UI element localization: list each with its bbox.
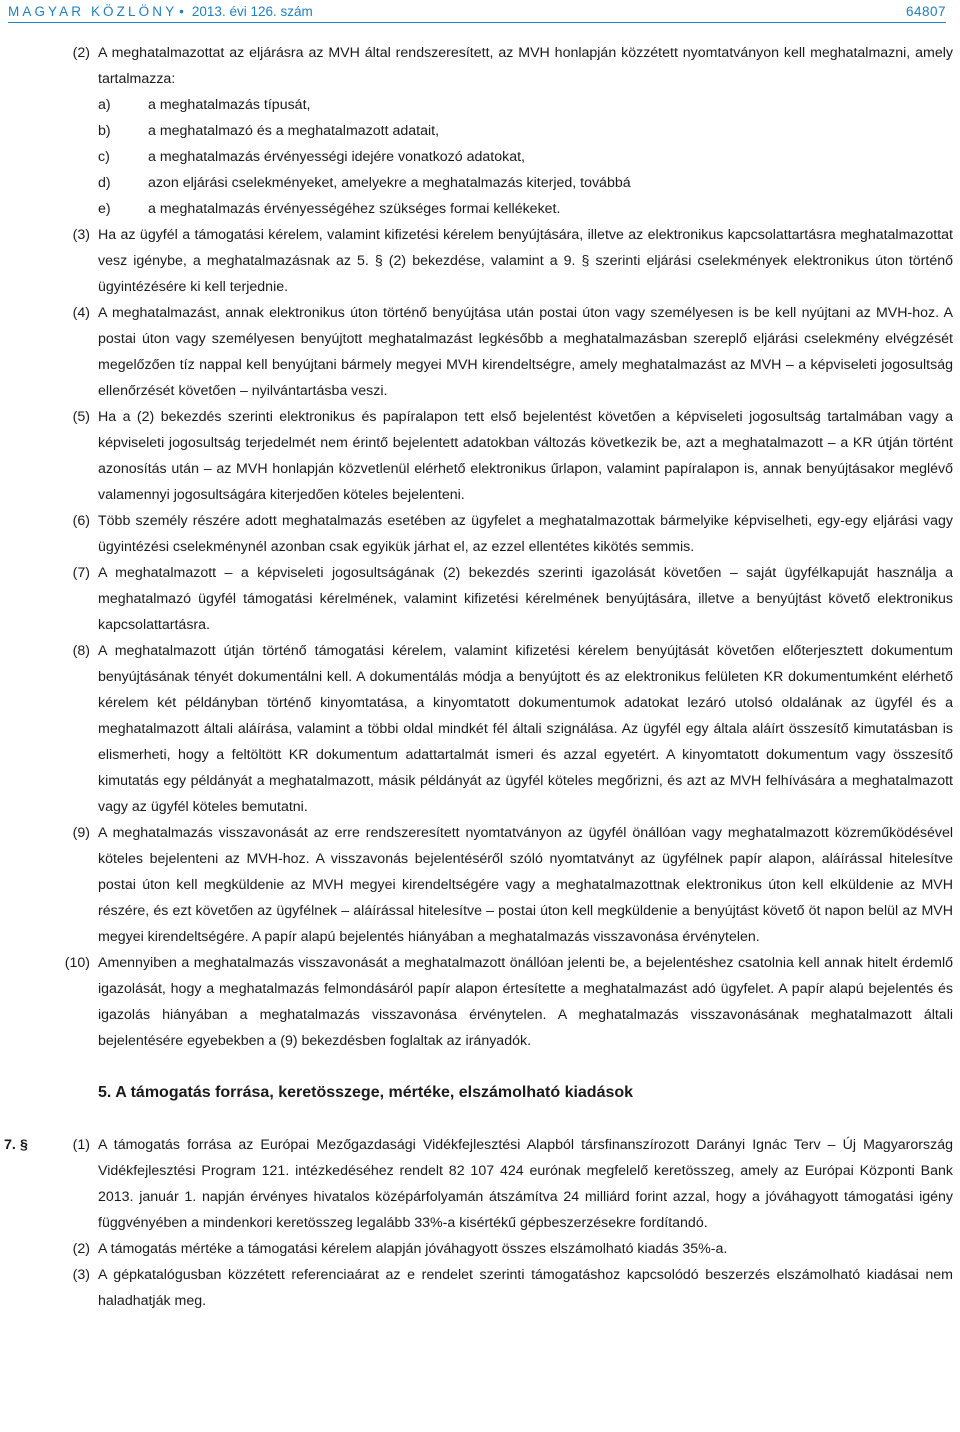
paragraph-text: Több személy részére adott meghatalmazás esetében az ügyfelet a meghatalmazottak bármelyike képviselheti, egy-egy eljárási vagy ügyintézési cselekménynél azonban csak egyikük járhat el, az ezzel ellentétes kikötés semmis. [98, 513, 953, 555]
list-item-c [0, 144, 960, 170]
paragraph-number: (9) [72, 825, 90, 841]
page-number: 64807 [905, 3, 946, 19]
section-7-paragraph-3 [0, 1262, 960, 1314]
paragraph-2 [0, 40, 960, 92]
list-item-text: a meghatalmazás típusát, [148, 97, 311, 113]
header-bullet: • [179, 3, 184, 19]
list-item-d [0, 170, 960, 196]
paragraph-text: A meghatalmazást, annak elektronikus úton történő benyújtása után postai úton vagy személyesen is be kell nyújtani az MVH-hoz. A postai úton vagy személyesen benyújtott meghatalmazást legkésőbb a meghatalmazásban szereplő eljárási cselekmény elvégzését megelőzően tíz nappal kell benyújtani bármely megyei MVH kirendeltségre, amely meghatalmazást az MVH – a képviseleti jogosultság ellenőrzését követően – nyilvántartásba veszi. [98, 305, 953, 399]
paragraph-number: (8) [72, 643, 90, 659]
paragraph-number: (2) [72, 1241, 90, 1257]
paragraph-text: A meghatalmazott – a képviseleti jogosultságának (2) bekezdés szerinti igazolását követően – saját ügyfélkapuját használja a meghatalmazó ügyfél támogatási kérelmének, valamint kifizetési kérelmének benyújtására, illetve a benyújtást követő elektronikus kapcsolattartásra. [98, 565, 953, 633]
paragraph-text: A meghatalmazott útján történő támogatási kérelem, valamint kifizetési kérelem benyújtását követően előterjesztett dokumentum benyújtásának tényét dokumentálni kell. A dokumentálás módja a benyújtott és az elektronikus felületen KR dokumentumként elérhető kérelem két példányban történő kinyomtatása, a kinyomtatott dokumentumok adatokat lezáró utolsó oldalának az ügyfél és a meghatalmazott általi aláírása, valamint a többi oldal mindkét fél általi szignálása. Az ügyfél egy általa aláírt összesítő kimutatásban is elismerheti, hogy a feltöltött KR dokumentum adattartalmát ismeri és azzal egyetért. A kinyomtatott dokumentum vagy összesítő kimutatás egy példányát a meghatalmazott, másik példányát az ügyfél köteles megőrizni, és azt az MVH felhívására a meghatalmazott vagy az ügyfél köteles bemutatni. [98, 643, 953, 815]
paragraph-number: (6) [72, 513, 90, 529]
section-symbol: § [20, 1137, 28, 1153]
paragraph-7 [0, 560, 960, 638]
journal-name: MAGYAR KÖZLÖNY [8, 3, 178, 19]
header-rule [8, 22, 946, 23]
list-item-b [0, 118, 960, 144]
paragraph-text: A gépkatalógusban közzétett referenciaárat az e rendelet szerinti támogatáshoz kapcsolódó beszerzés elszámolható kiadásai nem haladhatják meg. [98, 1267, 953, 1309]
list-item-a [0, 92, 960, 118]
list-item-text: azon eljárási cselekményeket, amelyekre a meghatalmazás kiterjed, továbbá [148, 175, 631, 191]
paragraph-text: A támogatás forrása az Európai Mezőgazdasági Vidékfejlesztési Alapból társfinanszírozott Darányi Ignác Terv – Új Magyarország Vidékfejlesztési Program 121. intézkedéséhez rendelt 82 107 424 eurónak megfelelő keretösszeg, amely az Európai Központi Bank 2013. január 1. napján érvényes hivatalos középárfolyamán átszámítva 24 milliárd forint azzal, hogy a jóváhagyott támogatási igény függvényében a mindenkori keretösszeg legalább 33%-a kisértékű gépbeszerzésekre fordítandó. [98, 1137, 953, 1231]
list-item-text: a meghatalmazás érvényességéhez szükséges formai kellékeket. [148, 201, 561, 217]
paragraph-10 [0, 950, 960, 1054]
paragraph-number: (7) [72, 565, 90, 581]
list-item-text: a meghatalmazás érvényességi idejére vonatkozó adatokat, [148, 149, 525, 165]
paragraph-number: (10) [64, 955, 90, 971]
paragraph-5 [0, 404, 960, 508]
list-item-e [0, 196, 960, 222]
list-item-text: a meghatalmazó és a meghatalmazott adatait, [148, 123, 440, 139]
paragraph-number: (2) [72, 45, 90, 61]
paragraph-text: Ha az ügyfél a támogatási kérelem, valamint kifizetési kérelem benyújtására, illetve az elektronikus kapcsolattartásra meghatalmazottat vesz igénybe, a meghatalmazásnak az 5. § (2) bekezdése, valamint a 9. § szerinti eljárási cselekmények elektronikus úton történő ügyintézésére ki kell terjednie. [98, 227, 953, 295]
paragraph-text: Ha a (2) bekezdés szerinti elektronikus és papíralapon tett első bejelentést követően a képviseleti jogosultság tartalmában vagy a képviseleti jogosultság terjedelmét nem érintő bejelentett adatokban változás következik be, azt a meghatalmazott – a KR útján történt azonosítás után – az MVH honlapján közvetlenül elérhető elektronikus űrlapon, valamint papíralapon is, annak benyújtásakor meglévő valamennyi jogosultságára kiterjedően köteles bejelenteni. [98, 409, 953, 503]
paragraph-number: (3) [72, 1267, 90, 1283]
issue-label: 2013. évi 126. szám [191, 3, 313, 19]
paragraph-number: (1) [72, 1137, 90, 1153]
paragraph-number: (3) [72, 227, 90, 243]
document-body [0, 40, 960, 1314]
paragraph-6 [0, 508, 960, 560]
list-item-label: d) [98, 175, 111, 191]
paragraph-4 [0, 300, 960, 404]
paragraph-number: (5) [72, 409, 90, 425]
page-header [8, 2, 946, 20]
paragraph-number: (4) [72, 305, 90, 321]
paragraph-text: A meghatalmazás visszavonását az erre rendszeresített nyomtatványon az ügyfél önállóan vagy meghatalmazott közreműködésével köteles bejelenteni az MVH-hoz. A visszavonás bejelentéséről szóló nyomtatványt az ügyfélnek papír alapon, aláírással hitelesítve postai úton kell megküldenie az MVH megyei kirendeltségére vagy a meghatalmazottnak elektronikus úton kell elküldenie az MVH részére, és ezt követően az ügyfélnek – aláírással hitelesítve – postai úton kell megküldenie a benyújtást követő öt napon belül az MVH megyei kirendeltségére. A papír alapú bejelentés hiányában a meghatalmazás visszavonása érvénytelen. [98, 825, 953, 945]
list-item-label: e) [98, 201, 111, 217]
paragraph-text: A támogatás mértéke a támogatási kérelem alapján jóváhagyott összes elszámolható kiadás 35%-a. [98, 1241, 728, 1257]
section-7-paragraph-2 [0, 1236, 960, 1262]
section-number: 7. [4, 1137, 16, 1153]
paragraph-3 [0, 222, 960, 300]
section-heading: 5. A támogatás forrása, keretösszege, mértéke, elszámolható kiadások [98, 1084, 634, 1101]
list-item-label: a) [98, 97, 111, 113]
list-item-label: b) [98, 123, 111, 139]
paragraph-text: A meghatalmazottat az eljárásra az MVH által rendszeresített, az MVH honlapján közzétett nyomtatványon kell meghatalmazni, amely tartalmazza: [98, 45, 953, 87]
list-item-label: c) [98, 149, 110, 165]
header-left [8, 4, 313, 19]
section-7-paragraph-1 [0, 1132, 960, 1236]
paragraph-text: Amennyiben a meghatalmazás visszavonását a meghatalmazott önállóan jelenti be, a bejelentéshez csatolnia kell annak hitelt érdemlő igazolását, hogy a meghatalmazás felmondásáról papír alapon értesítette a meghatalmazást adó ügyfelet. A papír alapú bejelentés és igazolás hiányában a meghatalmazás visszavonása érvénytelen. A meghatalmazás visszavonásának meghatalmazott általi bejelentésére egyebekben a (9) bekezdésben foglaltak az irányadók. [98, 955, 953, 1049]
paragraph-9 [0, 820, 960, 950]
paragraph-8 [0, 638, 960, 820]
